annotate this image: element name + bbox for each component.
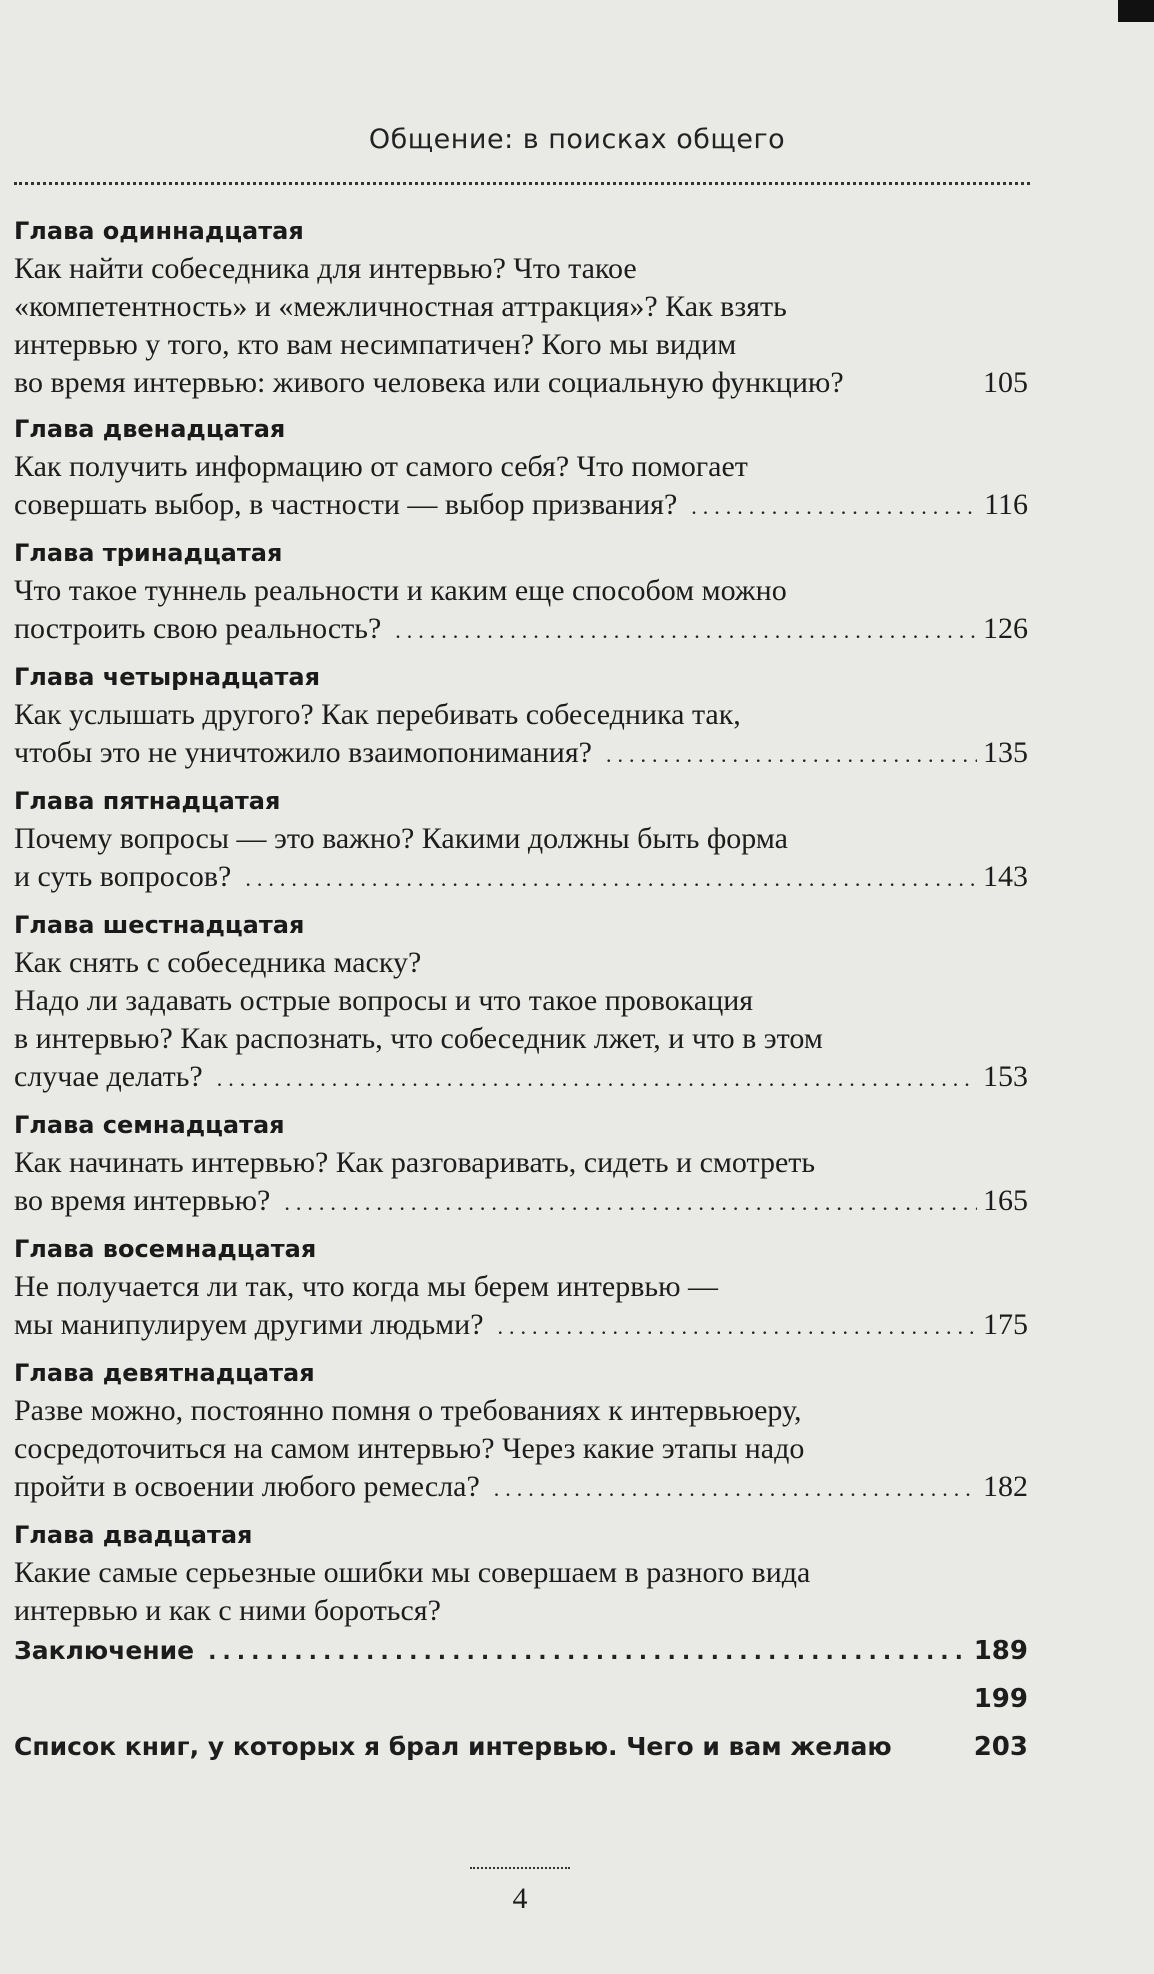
dot-leader xyxy=(606,736,977,774)
page-number: 143 xyxy=(983,860,1028,893)
entry-last-line xyxy=(14,364,1028,402)
entry-line: Что такое туннель реальности и каким еще способом можно xyxy=(14,574,787,607)
page-number: 182 xyxy=(983,1470,1028,1503)
chapter-title: Глава шестнадцатая xyxy=(14,911,305,939)
entry-line: Как снять с собеседника маску? xyxy=(14,946,422,979)
entry-line: мы манипулируем другими людьми? xyxy=(14,1308,484,1341)
entry-line: Как найти собеседника для интервью? Что такое xyxy=(14,252,637,285)
page-number: 203 xyxy=(973,1732,1028,1762)
table-of-contents xyxy=(14,212,1028,1768)
page-number: 126 xyxy=(983,612,1028,645)
entry-last-line xyxy=(14,734,1028,774)
conclusion-label: Заключение xyxy=(14,1636,195,1665)
chapter-title: Глава семнадцатая xyxy=(14,1111,285,1139)
chapter-title: Глава пятнадцатая xyxy=(14,787,281,815)
chapter-title: Глава восемнадцатая xyxy=(14,1235,317,1263)
toc-entry[interactable] xyxy=(14,1354,1028,1508)
running-header: Общение: в поисках общего xyxy=(368,124,786,155)
toc-entry-book-list[interactable] xyxy=(14,1726,1028,1768)
entry-last-line xyxy=(14,1468,1028,1508)
entry-line: Как начинать интервью? Как разговаривать, сидеть и смотреть xyxy=(14,1146,816,1179)
toc-entry[interactable] xyxy=(14,1516,1028,1630)
toc-entry[interactable] xyxy=(14,410,1028,526)
chapter-title: Глава двенадцатая xyxy=(14,415,286,443)
corner-mark xyxy=(1118,0,1154,22)
entry-line: чтобы это не уничтожило взаимопонимания? xyxy=(14,736,592,769)
dot-leader xyxy=(395,612,977,650)
page-number: 153 xyxy=(983,1060,1028,1093)
dot-leader xyxy=(494,1470,977,1508)
header-dotted-rule xyxy=(14,182,1030,185)
dot-leader xyxy=(208,1632,968,1674)
entry-line: «компетентность» и «межличностная аттракция»? Как взять xyxy=(14,290,787,323)
entry-last-line xyxy=(14,858,1028,898)
toc-entry[interactable] xyxy=(14,212,1028,402)
entry-line: Как услышать другого? Как перебивать собеседника так, xyxy=(14,698,741,731)
dot-leader xyxy=(498,1308,977,1346)
toc-entry-conclusion[interactable] xyxy=(14,1630,1028,1674)
entry-line: в интервью? Как распознать, что собеседник лжет, и что в этом xyxy=(14,1022,823,1055)
page-number: 135 xyxy=(983,736,1028,769)
dot-leader xyxy=(217,1060,977,1098)
entry-last-line xyxy=(14,1306,1028,1346)
page-number: 105 xyxy=(983,366,1028,399)
entry-line: Почему вопросы — это важно? Какими должны быть форма xyxy=(14,822,788,855)
entry-last-line xyxy=(14,1058,1028,1098)
page-number: 165 xyxy=(983,1184,1028,1217)
page-number: 199 xyxy=(973,1684,1028,1714)
chapter-title: Глава двадцатая xyxy=(14,1521,253,1549)
entry-line: Надо ли задавать острые вопросы и что такое провокация xyxy=(14,984,754,1017)
folio-number: 4 xyxy=(512,1882,528,1915)
entry-line: построить свою реальность? xyxy=(14,612,382,645)
entry-line: Разве можно, постоянно помня о требованиях к интервьюеру, xyxy=(14,1394,802,1427)
toc-entry[interactable] xyxy=(14,782,1028,898)
entry-line: интервью у того, кто вам несимпатичен? Кого мы видим xyxy=(14,328,737,361)
dot-leader xyxy=(284,1184,977,1222)
toc-entry[interactable] xyxy=(14,534,1028,650)
entry-line: во время интервью? xyxy=(14,1184,271,1217)
entry-line: во время интервью: живого человека или социальную функцию? xyxy=(14,366,844,399)
toc-entry[interactable] xyxy=(14,658,1028,774)
entry-last-line xyxy=(14,610,1028,650)
entry-line: случае делать? xyxy=(14,1060,203,1093)
chapter-title: Глава одиннадцатая xyxy=(14,217,304,245)
toc-entry[interactable] xyxy=(14,906,1028,1098)
chapter-title: Глава четырнадцатая xyxy=(14,663,321,691)
entry-line: сосредоточиться на самом интервью? Через какие этапы надо xyxy=(14,1432,805,1465)
entry-line: пройти в освоении любого ремесла? xyxy=(14,1470,480,1503)
entry-line: интервью и как с ними бороться? xyxy=(14,1594,441,1627)
footer-dotted-rule xyxy=(470,1867,570,1869)
dot-leader xyxy=(245,860,977,898)
book-list-label: Список книг, у которых я брал интервью. Чего и вам желаю xyxy=(14,1732,892,1761)
entry-line: совершать выбор, в частности — выбор призвания? xyxy=(14,488,678,521)
entry-line: Какие самые серьезные ошибки мы совершаем в разного вида xyxy=(14,1556,811,1589)
chapter-title: Глава тринадцатая xyxy=(14,539,283,567)
entry-line: Как получить информацию от самого себя? Что помогает xyxy=(14,450,748,483)
dot-leader xyxy=(691,488,978,526)
page-number: 189 xyxy=(973,1636,1028,1666)
page-number: 116 xyxy=(984,488,1028,521)
toc-entry[interactable] xyxy=(14,1106,1028,1222)
toc-entry-extra[interactable] xyxy=(14,1678,1028,1720)
page-number: 175 xyxy=(983,1308,1028,1341)
entry-last-line xyxy=(14,486,1028,526)
entry-line: и суть вопросов? xyxy=(14,860,232,893)
chapter-title: Глава девятнадцатая xyxy=(14,1359,315,1387)
entry-line: Не получается ли так, что когда мы берем интервью — xyxy=(14,1270,718,1303)
entry-last-line xyxy=(14,1182,1028,1222)
toc-entry[interactable] xyxy=(14,1230,1028,1346)
